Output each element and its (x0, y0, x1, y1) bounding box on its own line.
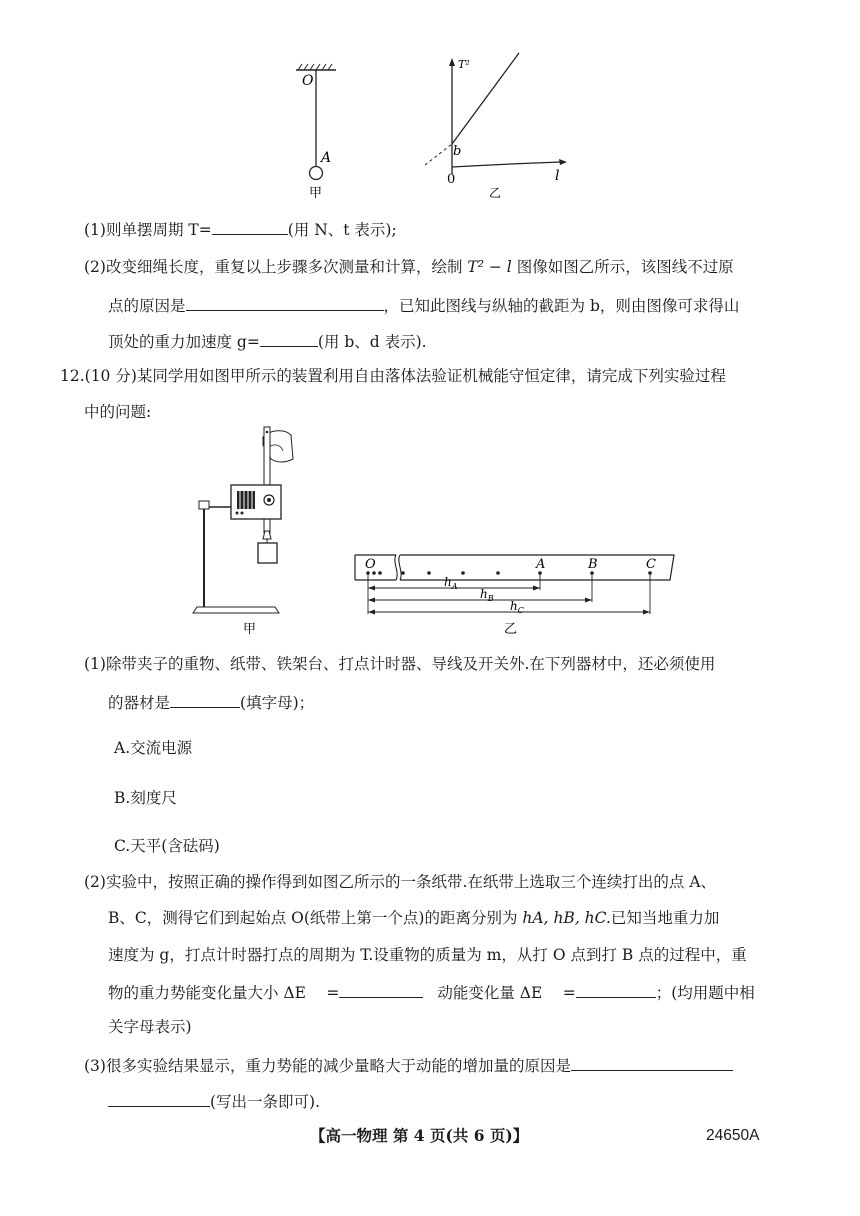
tape-caption: 乙 (504, 622, 518, 637)
option-c: C.天平(含砝码) (114, 837, 220, 855)
answer-blank-period[interactable] (212, 218, 288, 235)
q12-part1-line2: 的器材是 (填字母)； (108, 691, 314, 713)
point-a-label: A (321, 150, 332, 166)
answer-blank-potential-energy[interactable] (339, 981, 423, 998)
tape-label-c: C (646, 557, 656, 572)
tape-label-a: A (536, 557, 546, 572)
apparatus-figure-jia (185, 423, 295, 638)
pendulum-figure-jia (280, 55, 360, 205)
apparatus-caption: 甲 (243, 622, 257, 637)
q12-part2-line2: B、C，测得它们到起始点 O(纸带上第一个点)的距离分别为 hA, hB, hC.已知当地重力加 (108, 909, 720, 927)
svg-text:hA: $h_A$ (444, 575, 458, 591)
y-axis-label: T² (458, 58, 470, 71)
option-b: B.刻度尺 (114, 789, 177, 807)
answer-blank-reason-part2[interactable] (108, 1090, 210, 1107)
math-heights: hA, hB, hC. (522, 909, 611, 927)
point-o-label: O (302, 73, 314, 89)
q12-part2-line1: (2)实验中，按照正确的操作得到如图乙所示的一条纸带.在纸带上选取三个连续打出的点 A、 (84, 873, 717, 891)
answer-blank-reason[interactable] (186, 294, 384, 311)
q12-stem-line1: 12.(10 分)某同学用如图甲所示的装置利用自由落体法验证机械能守恒定律，请完成下列实验过程 (60, 367, 726, 385)
answer-blank-gravity[interactable] (260, 330, 318, 347)
q11-part2-line3: 顶处的重力加速度 g= (用 b、d 表示). (108, 330, 427, 352)
math-t2-l: T² − l (467, 258, 512, 276)
t2-l-graph-yi (415, 52, 585, 202)
answer-blank-reason-part1[interactable] (571, 1054, 733, 1071)
page-footer-label: 【高一物理 第 4 页(共 6 页)】 (310, 1126, 529, 1145)
q11-part2-line1: (2)改变细绳长度，重复以上步骤多次测量和计算，绘制 T² − l 图像如图乙所示，该图线不过原 (84, 258, 734, 276)
origin-label: 0 (447, 172, 456, 187)
answer-blank-equipment[interactable] (170, 691, 240, 708)
q11-part1: (1)则单摆周期 T= (用 N、t 表示); (84, 218, 397, 240)
q11-part2-line2: 点的原因是 ，已知此图线与纵轴的截距为 b，则由图像可求得山 (108, 294, 739, 316)
x-axis-label: l (555, 168, 560, 184)
svg-text:hC: $h_C$ (510, 599, 524, 615)
q12-part3-line2: (写出一条即可). (108, 1090, 320, 1112)
dim-label-hb: h (480, 587, 488, 601)
paper-tape-figure-yi (352, 550, 682, 640)
q12-part2-line5: 关字母表示) (108, 1018, 192, 1036)
intercept-label: b (453, 144, 462, 159)
figure-caption-jia: 甲 (309, 186, 323, 201)
answer-blank-kinetic-energy[interactable] (576, 981, 656, 998)
q12-part1-line1: (1)除带夹子的重物、纸带、铁架台、打点计时器、导线及开关外.在下列器材中，还必须使用 (84, 655, 716, 673)
dim-label-ha: h (444, 575, 452, 589)
exam-code: 24650A (706, 1127, 760, 1144)
tape-label-o: O (365, 557, 376, 572)
svg-text:hB: $h_B$ (480, 587, 494, 603)
q12-part2-line4: 物的重力势能变化量大小 ΔE = 动能变化量 ΔE = ；(均用题中相 (108, 981, 755, 1003)
tape-label-b: B (588, 557, 598, 572)
q12-part3-line1: (3)很多实验结果显示，重力势能的减少量略大于动能的增加量的原因是 (84, 1054, 733, 1076)
dim-label-hc: h (510, 599, 518, 613)
q12-stem-line2: 中的问题: (84, 403, 152, 421)
q12-part2-line3: 速度为 g，打点计时器打点的周期为 T.设重物的质量为 m，从打 O 点到打 B 点的过程中，重 (108, 946, 747, 964)
option-a: A.交流电源 (114, 739, 193, 757)
figure-caption-yi: 乙 (489, 186, 502, 200)
